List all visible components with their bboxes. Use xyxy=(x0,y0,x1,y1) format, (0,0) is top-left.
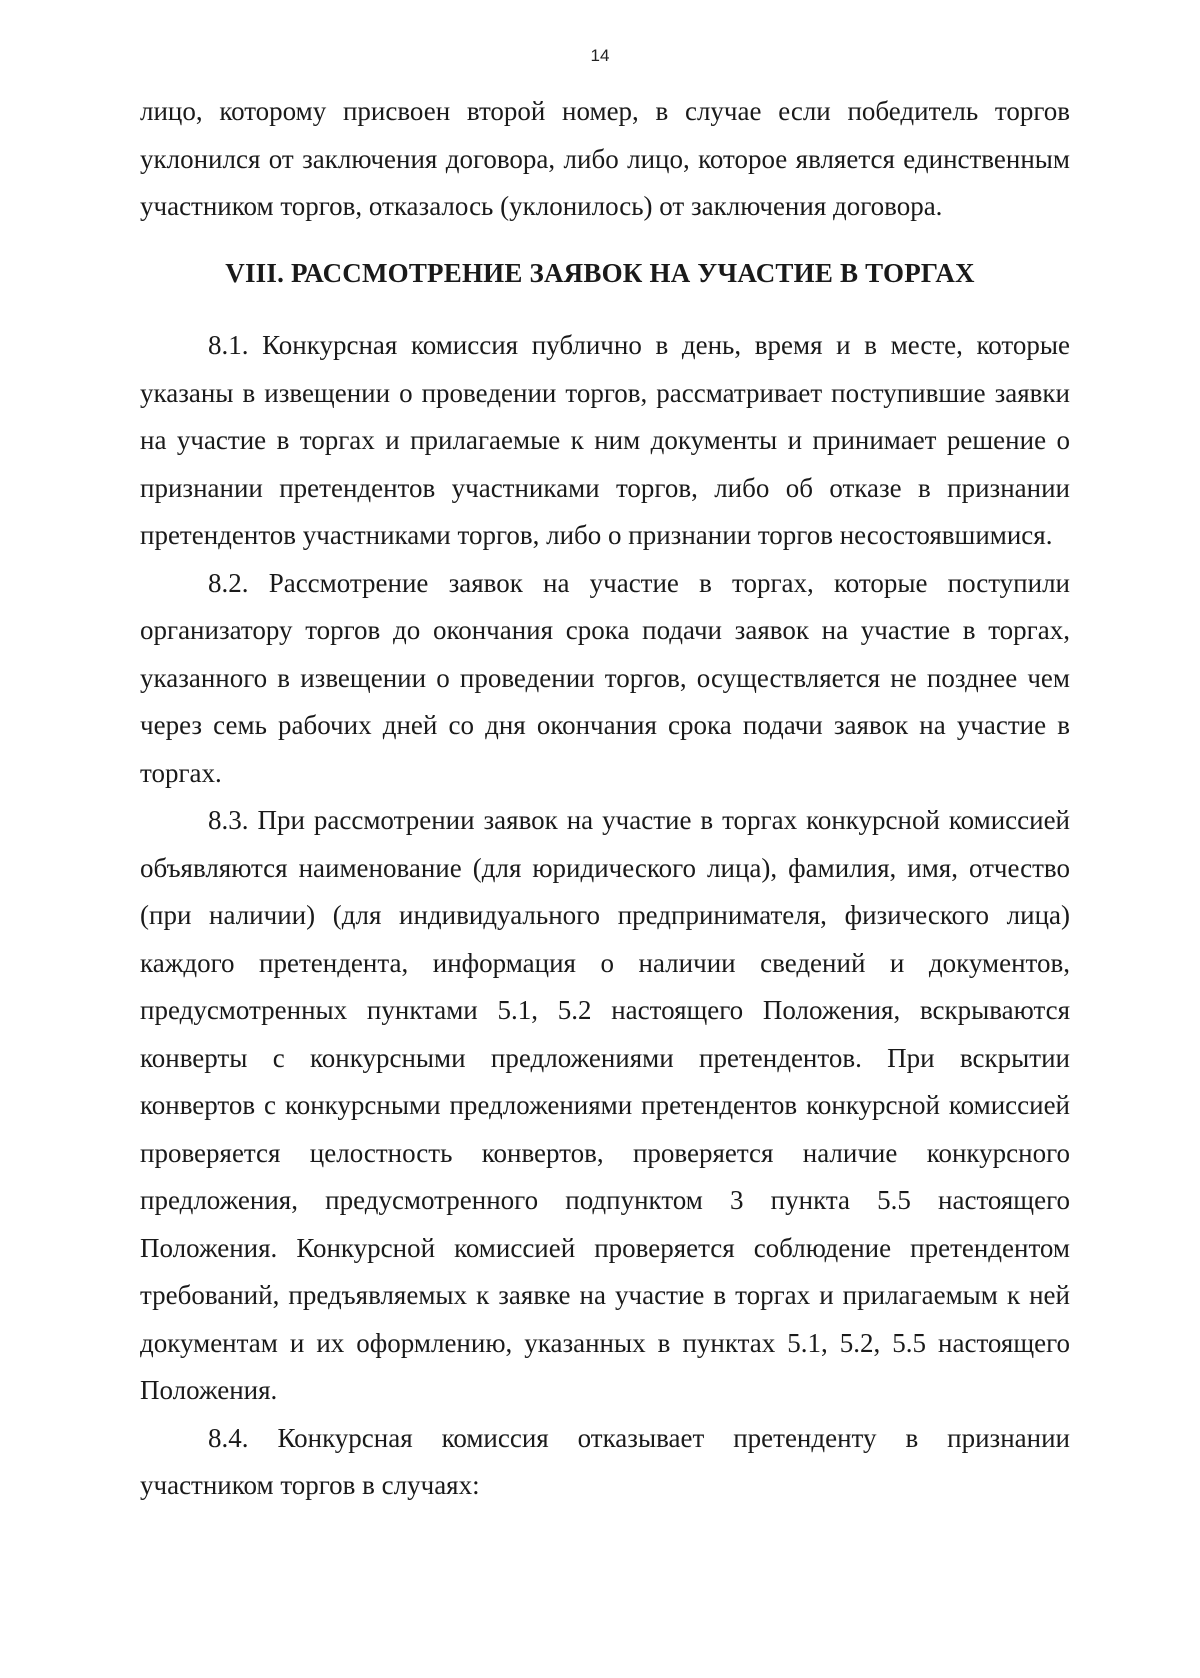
section-body xyxy=(140,322,1070,1510)
intro-paragraph-block xyxy=(140,88,1070,231)
paragraph-8-4: 8.4. Конкурсная комиссия отказывает претенденту в признании участником торгов в случаях: xyxy=(140,1422,1070,1500)
intro-paragraph: лицо, которому присвоен второй номер, в случае если победитель торгов уклонился от заключения договора, либо лицо, которое является единственным участником торгов, отказалось (уклонилось) от заключения договора. xyxy=(140,96,1070,221)
paragraph-8-2: 8.2. Рассмотрение заявок на участие в торгах, которые поступили организатору торгов до окончания срока подачи заявок на участие в торгах, указанного в извещении о проведении торгов, осуществляется не позднее чем через семь рабочих дней со дня окончания срока подачи заявок на участие в торгах. xyxy=(140,567,1070,788)
paragraph-8-3: 8.3. При рассмотрении заявок на участие в торгах конкурсной комиссией объявляются наименование (для юридического лица), фамилия, имя, отчество (при наличии) (для индивидуального предпринимателя, физического лица) каждого претендента, информация о наличии сведений и документов, предусмотренных пунктами 5.1, 5.2 настоящего Положения, вскрываются конверты с конкурсными предложениями претендентов. При вскрытии конвертов с конкурсными предложениями претендентов конкурсной комиссией проверяется целостность конвертов, проверяется наличие конкурсного предложения, предусмотренного подпунктом 3 пункта 5.5 настоящего Положения. Конкурсной комиссией проверяется соблюдение претендентом требований, предъявляемых к заявке на участие в торгах и прилагаемым к ней документам и их оформлению, указанных в пунктах 5.1, 5.2, 5.5 настоящего Положения. xyxy=(140,805,1070,1405)
page-number: 14 xyxy=(590,46,610,65)
paragraph-8-1: 8.1. Конкурсная комиссия публично в день, время и в месте, которые указаны в извещении о проведении торгов, рассматривает поступившие заявки на участие в торгах и прилагаемые к ним документы и принимает решение о признании претендентов участниками торгов, либо об отказе в признании претендентов участниками торгов, либо о признании торгов несостоявшимися. xyxy=(140,330,1070,550)
section-heading: VIII. РАССМОТРЕНИЕ ЗАЯВОК НА УЧАСТИЕ В ТОРГАХ xyxy=(225,258,975,288)
